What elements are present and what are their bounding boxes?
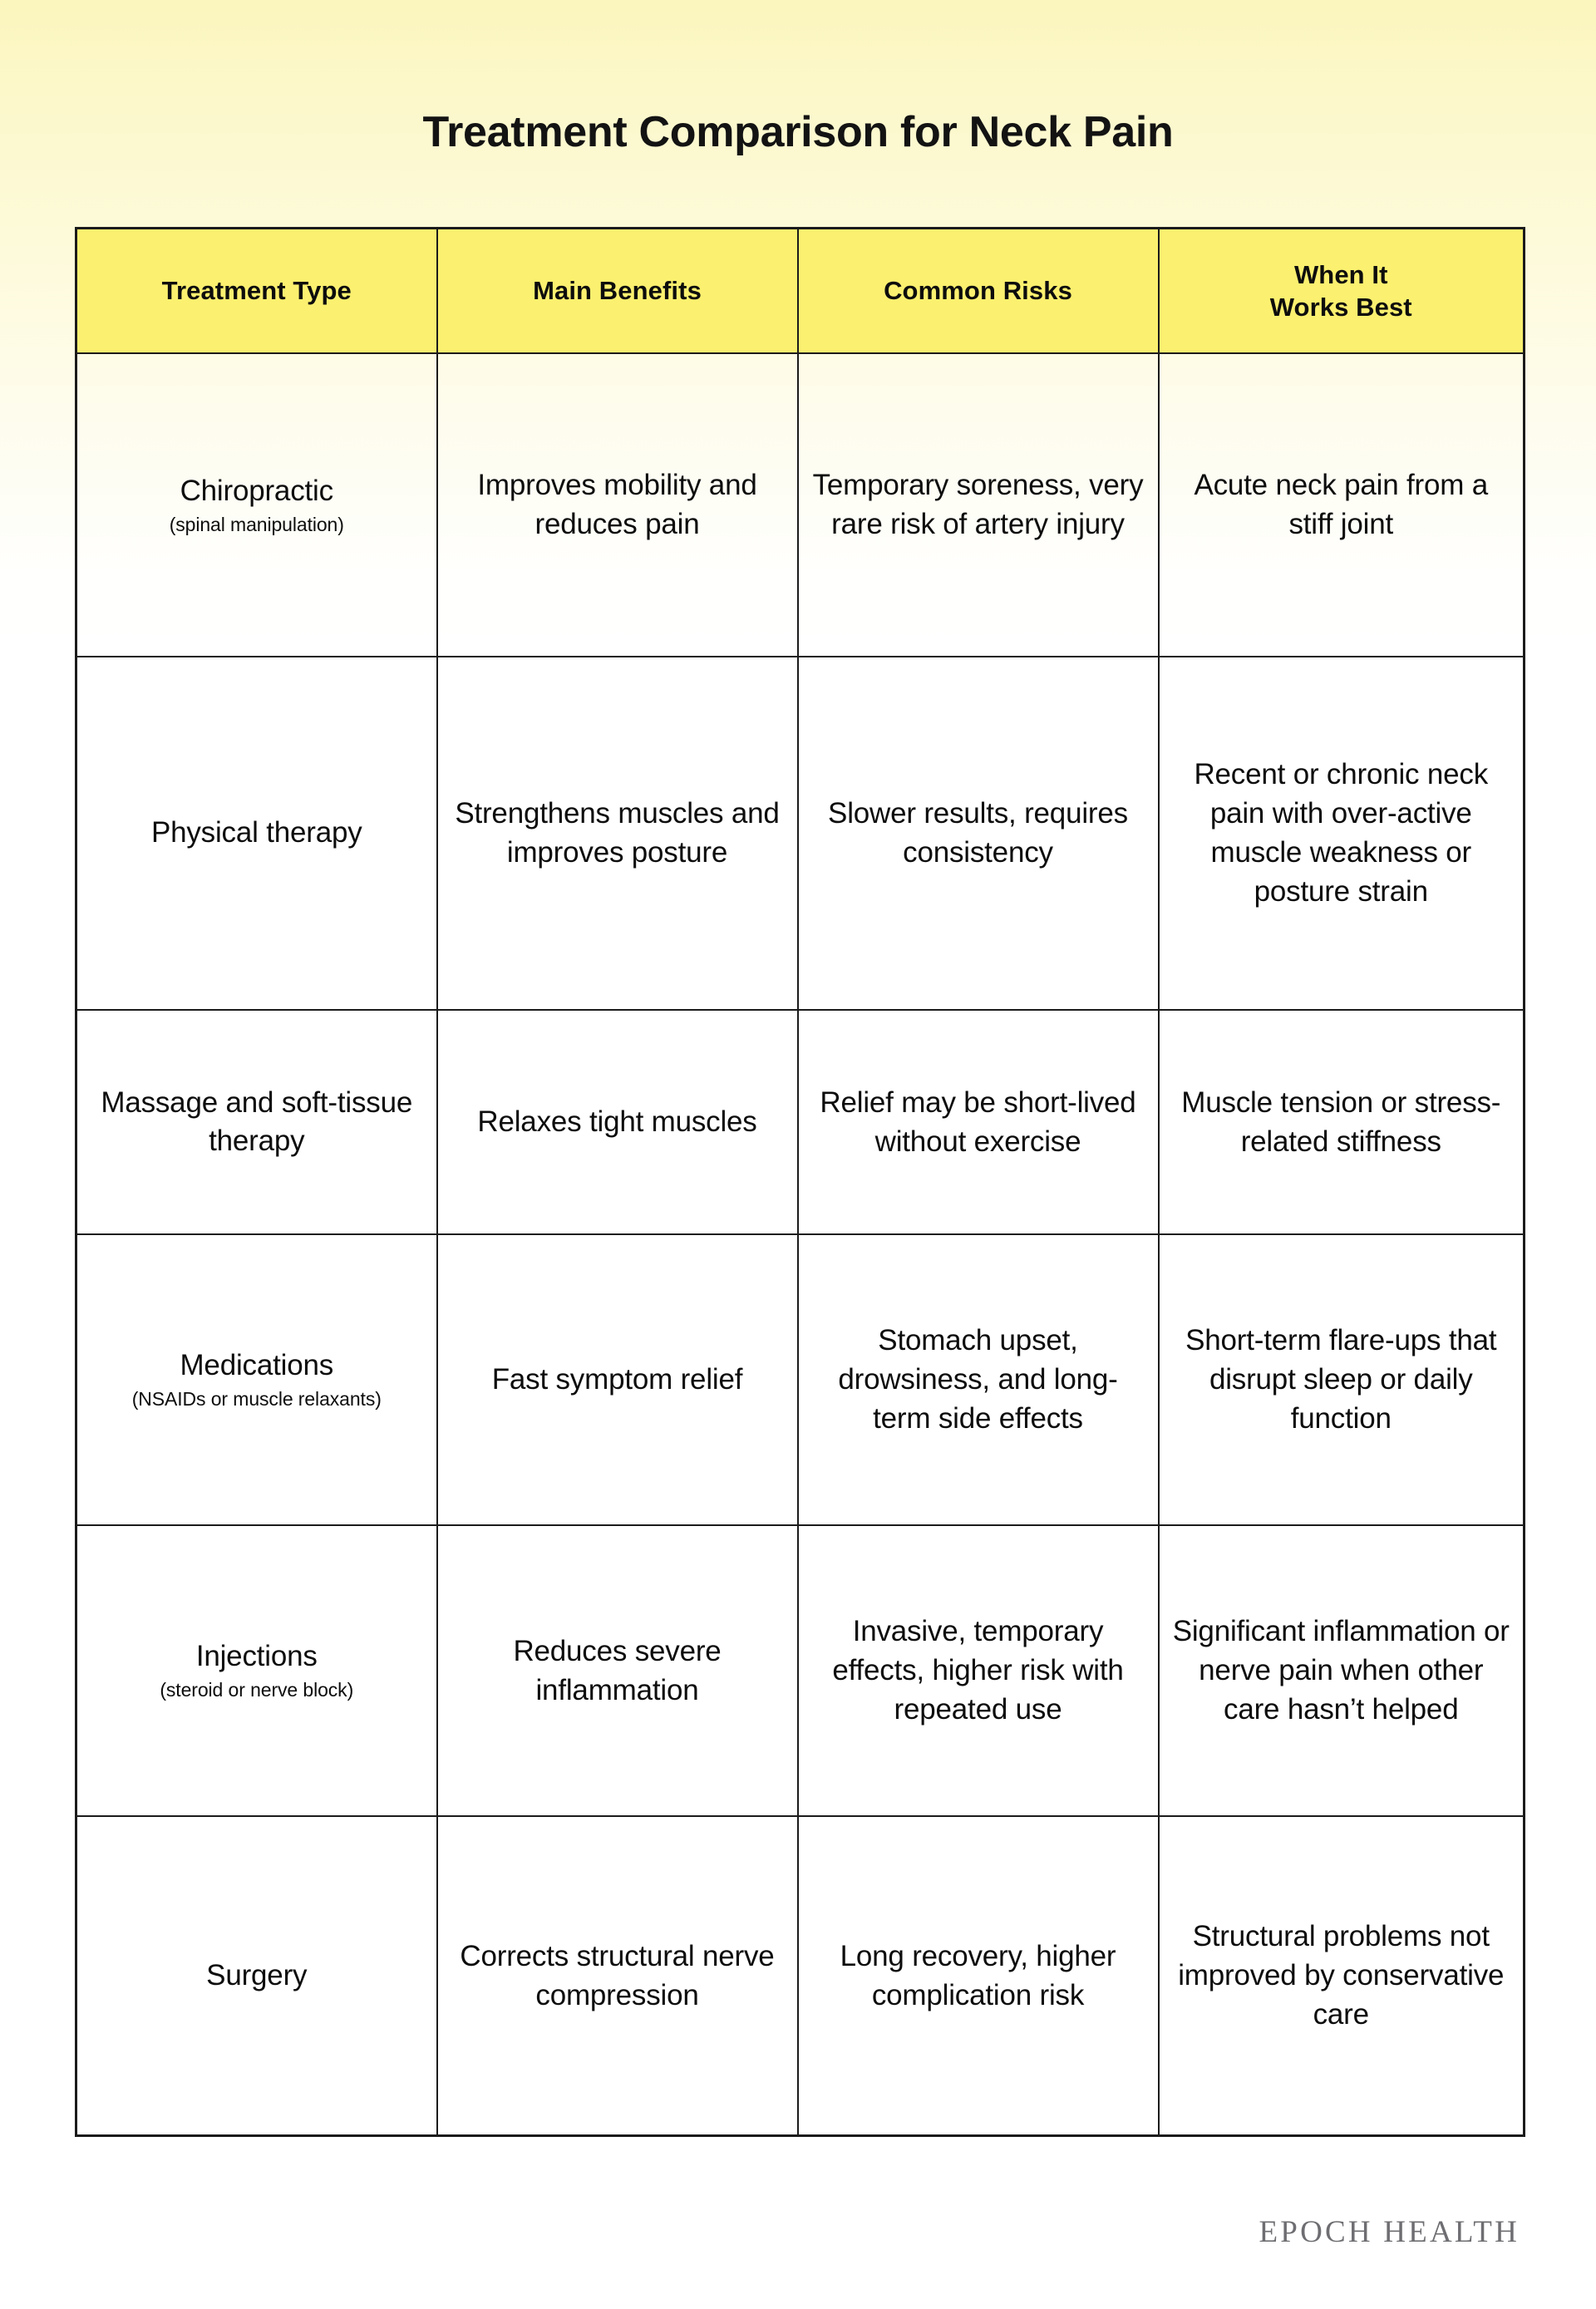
cell-treatment-type (76, 353, 437, 657)
page-title-container (0, 106, 1596, 158)
footer (0, 2214, 1596, 2251)
treatment-name: Surgery (206, 1958, 308, 1991)
column-header-line2: Works Best (1269, 292, 1412, 322)
column-header-main-benefits: Main Benefits (437, 229, 798, 353)
table-row (76, 1010, 1525, 1234)
table-row (76, 353, 1525, 657)
column-header-common-risks: Common Risks (798, 229, 1159, 353)
treatment-name: Injections (195, 1640, 318, 1672)
cell-main-benefits: Reduces severe inflammation (437, 1525, 798, 1816)
cell-treatment-type (76, 1010, 437, 1234)
treatment-subtitle: (NSAIDs or muscle relaxants) (131, 1388, 382, 1410)
cell-when-it-works-best: Structural problems not improved by conservative care (1159, 1816, 1525, 2136)
treatment-subtitle: (spinal manipulation) (169, 513, 344, 535)
cell-treatment-type (76, 657, 437, 1010)
column-header-treatment-type: Treatment Type (76, 229, 437, 353)
cell-common-risks: Invasive, temporary effects, higher risk with repeated use (798, 1525, 1159, 1816)
table-body (76, 353, 1525, 2136)
table-header (76, 229, 1525, 353)
cell-common-risks: Temporary soreness, very rare risk of artery injury (798, 353, 1159, 657)
cell-main-benefits: Corrects structural nerve compression (437, 1816, 798, 2136)
table-header-row (76, 229, 1525, 353)
cell-main-benefits: Relaxes tight muscles (437, 1010, 798, 1234)
cell-treatment-type (76, 1816, 437, 2136)
comparison-table-container (75, 227, 1523, 2137)
epoch-health-logo: EPOCH HEALTH (1259, 2215, 1520, 2249)
treatment-name: Chiropractic (180, 474, 333, 507)
page-title: Treatment Comparison for Neck Pain (422, 108, 1174, 156)
table-row (76, 1234, 1525, 1525)
cell-common-risks: Long recovery, higher complication risk (798, 1816, 1159, 2136)
cell-common-risks: Stomach upset, drowsiness, and long-term side effects (798, 1234, 1159, 1525)
cell-when-it-works-best: Significant inflammation or nerve pain when other care hasn’t helped (1159, 1525, 1525, 1816)
treatment-name: Massage and soft-tissue therapy (101, 1086, 413, 1157)
cell-treatment-type (76, 1234, 437, 1525)
cell-main-benefits: Improves mobility and reduces pain (437, 353, 798, 657)
cell-main-benefits: Strengthens muscles and improves posture (437, 657, 798, 1010)
column-header-when-it-works-best (1159, 229, 1525, 353)
cell-when-it-works-best: Recent or chronic neck pain with over-active muscle weakness or posture strain (1159, 657, 1525, 1010)
cell-when-it-works-best: Muscle tension or stress-related stiffness (1159, 1010, 1525, 1234)
cell-when-it-works-best: Short-term flare-ups that disrupt sleep or daily function (1159, 1234, 1525, 1525)
cell-when-it-works-best: Acute neck pain from a stiff joint (1159, 353, 1525, 657)
cell-main-benefits: Fast symptom relief (437, 1234, 798, 1525)
treatment-subtitle: (steroid or nerve block) (160, 1679, 354, 1701)
cell-common-risks: Relief may be short-lived without exercise (798, 1010, 1159, 1234)
treatment-name: Physical therapy (150, 816, 362, 849)
column-header-line1: When It (1293, 259, 1388, 289)
table-row (76, 1525, 1525, 1816)
treatment-name: Medications (180, 1349, 334, 1381)
cell-treatment-type (76, 1525, 437, 1816)
table-row (76, 1816, 1525, 2136)
table-row (76, 657, 1525, 1010)
treatment-comparison-table (75, 227, 1525, 2137)
cell-common-risks: Slower results, requires consistency (798, 657, 1159, 1010)
